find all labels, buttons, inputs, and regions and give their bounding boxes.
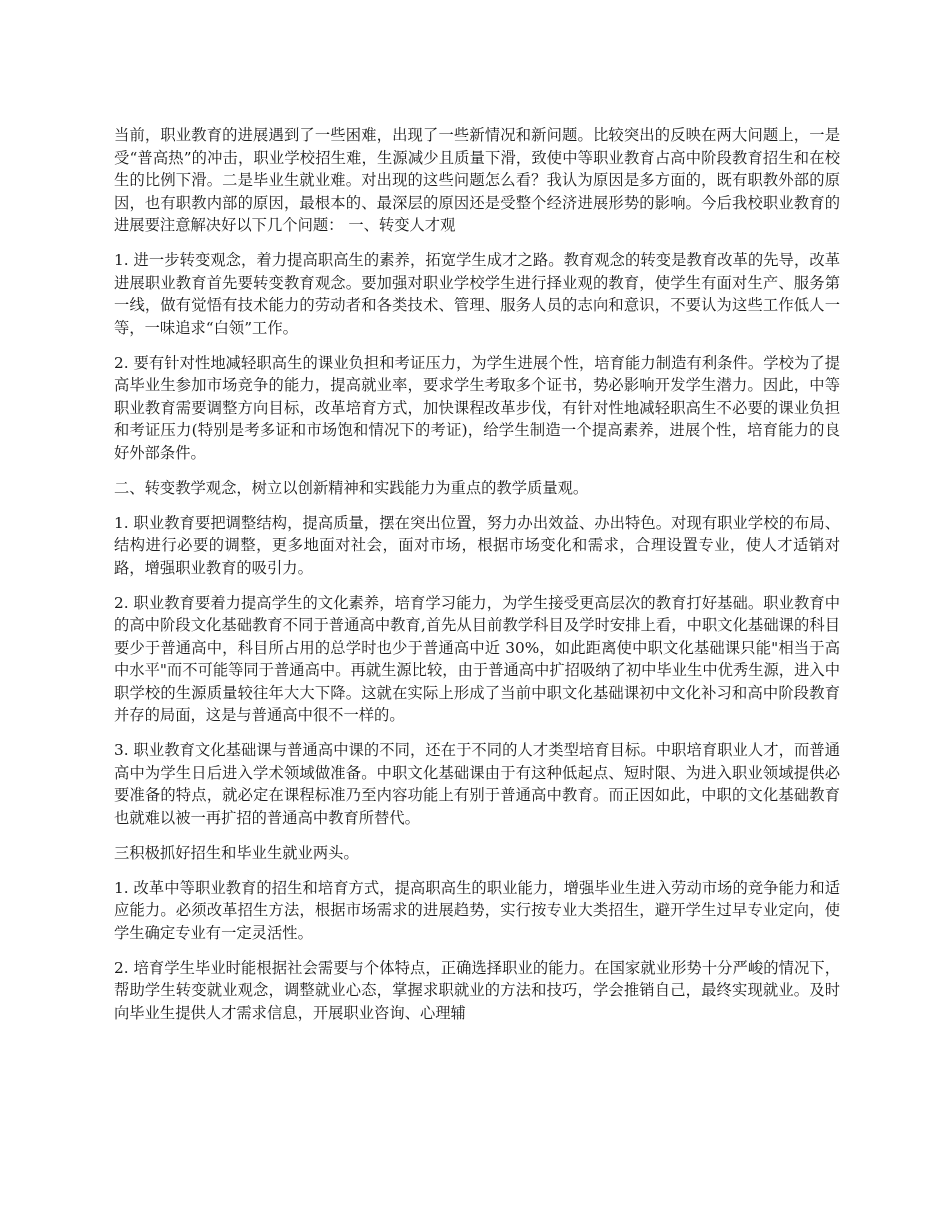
section-heading-3: 三积极抓好招生和毕业生就业两头。: [114, 843, 359, 862]
paragraph-3-1: 1. 改革中等职业教育的招生和培育方式，提高职高生的职业能力，增强毕业生进入劳动市场的竞争能力和适应能力。必须改革招生方法，根据市场需求的进展趋势，实行按专业大类招生，避开学生过早专业定向，使学生确定专业有一定灵活性。: [114, 878, 840, 942]
paragraph-intro: 当前，职业教育的进展遇到了一些困难，出现了一些新情况和新问题。比较突出的反映在两大问题上，一是受“普高热”的冲击，职业学校招生难，生源减少且质量下滑，致使中等职业教育占高中阶段教育招生和在校生的比例下滑。二是毕业生就业难。对出现的这些问题怎么看？我认为原因是多方面的，既有职教外部的原因，也有职教内部的原因，最根本的、最深层的原因还是受整个经济进展形势的影响。今后我校职业教育的进展要注意解决好以下几个问题： 一、转变人才观: [114, 126, 840, 234]
section-heading-2: 二、转变教学观念，树立以创新精神和实践能力为重点的教学质量观。: [114, 478, 589, 497]
paragraph-1-1: 1. 进一步转变观念，着力提高职高生的素养，拓宽学生成才之路。教育观念的转变是教育改革的先导，改革进展职业教育首先要转变教育观念。要加强对职业学校学生进行择业观的教育，使学生有面对生产、服务第一线，做有觉悟有技术能力的劳动者和各类技术、管理、服务人员的志向和意识，不要认为这些工作低人一等，一味追求“白领”工作。: [114, 251, 840, 337]
paragraph-2-3: 3. 职业教育文化基础课与普通高中课的不同，还在于不同的人才类型培育目标。中职培育职业人才，而普通高中为学生日后进入学术领域做准备。中职文化基础课由于有这种低起点、短时限、为进入职业领域提供必要准备的特点，就必定在课程标准乃至内容功能上有别于普通高中教育。而正因如此，中职的文化基础教育也就难以被一再扩招的普通高中教育所替代。: [114, 741, 840, 827]
paragraph-3-2: 2. 培育学生毕业时能根据社会需要与个体特点，正确选择职业的能力。在国家就业形势十分严峻的情况下，帮助学生转变就业观念，调整就业心态，掌握求职就业的方法和技巧，学会推销自己，最终实现就业。及时向毕业生提供人才需求信息，开展职业咨询、心理辅: [114, 958, 840, 1022]
document-body: [114, 124, 840, 1037]
paragraph-2-2: 2. 职业教育要着力提高学生的文化素养，培育学习能力，为学生接受更高层次的教育打好基础。职业教育中的高中阶段文化基础教育不同于普通高中教育,首先从目前教学科目及学时安排上看，中职文化基础课的科目要少于普通高中，科目所占用的总学时也少于普通高中近 30%，如此距离使中职文化基础课只能"相当于高中水平"而不可能等同于普通高中。再就生源比较，由于普通高中扩招吸纳了初中毕业生中优秀生源，进入中职学校的生源质量较往年大大下降。这就在实际上形成了当前中职文化基础课初中文化补习和高中阶段教育并存的局面，这是与普通高中很不一样的。: [114, 593, 840, 724]
paragraph-1-2: 2. 要有针对性地减轻职高生的课业负担和考证压力，为学生进展个性，培育能力制造有利条件。学校为了提高毕业生参加市场竞争的能力，提高就业率，要求学生考取多个证书，势必影响开发学生潜力。因此，中等职业教育需要调整方向目标，改革培育方式，加快课程改革步伐，有针对性地减轻职高生不必要的课业负担和考证压力(特别是考多证和市场饱和情况下的考证)，给学生制造一个提高素养，进展个性，培育能力的良好外部条件。: [114, 353, 840, 462]
paragraph-2-1: 1. 职业教育要把调整结构，提高质量，摆在突出位置，努力办出效益、办出特色。对现有职业学校的布局、结构进行必要的调整，更多地面对社会，面对市场，根据市场变化和需求，合理设置专业，使人才适销对路，增强职业教育的吸引力。: [114, 513, 840, 577]
